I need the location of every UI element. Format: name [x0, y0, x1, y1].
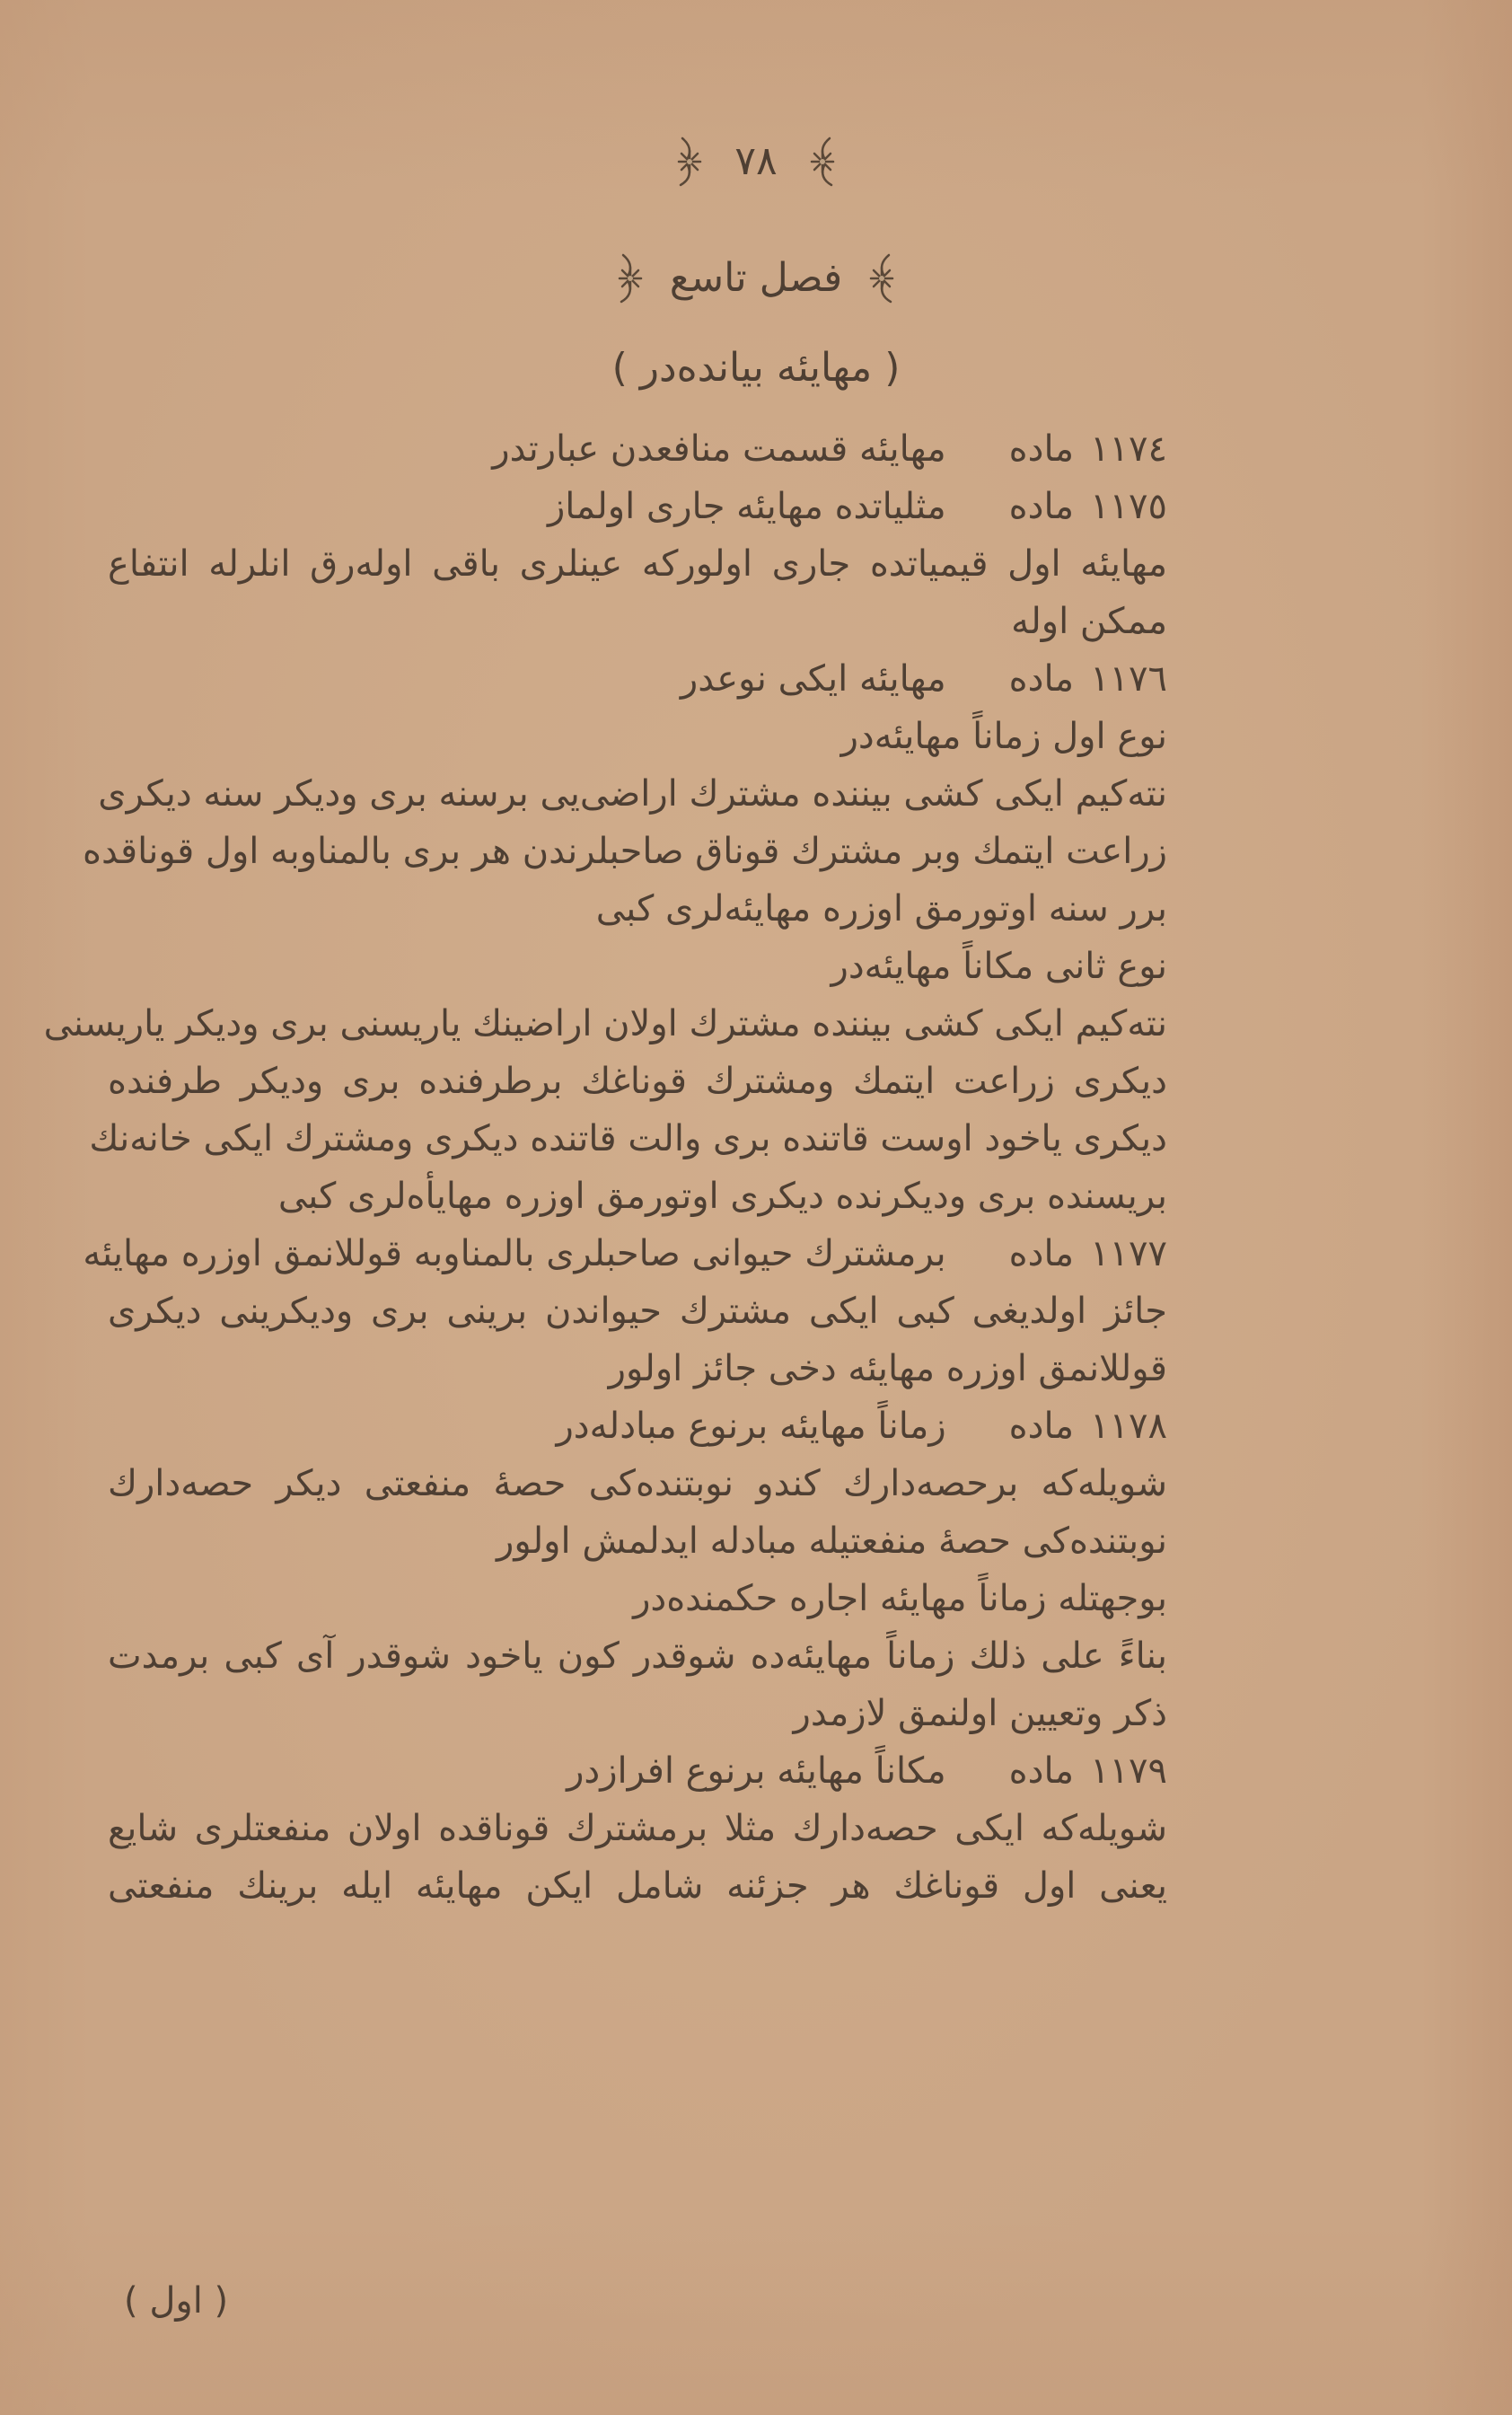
text-line: مهايئه اول قيمياتده جارى اولوركه عينلرى باقى اوله‌رق انلرله انتفاع — [108, 543, 1167, 585]
signature-mark: ( اول ) — [124, 2280, 229, 2322]
article-label: ماده — [1008, 486, 1075, 527]
article-text: زماناً مهايئه برنوع مبادله‌در — [556, 1406, 946, 1447]
text-line: نته‌كيم ايكى كشى بيننده مشترك اراضى‌يى برسنه برى وديكر سنه ديكرى — [98, 773, 1167, 815]
text-line: قوللانمق اوزره مهايئه دخى جائز اولور — [608, 1348, 1167, 1389]
article-text: مهايئه ايكى نوعدر — [680, 658, 946, 700]
text-line: ديكرى زراعت ايتمك ومشترك قوناغك برطرفنده برى وديكر طرفنده — [108, 1061, 1167, 1102]
page-number: ٧٨ — [734, 138, 778, 184]
article-label: ماده — [1008, 1750, 1075, 1792]
article-line — [108, 478, 1167, 535]
text-line: شويله‌كه ايكى حصه‌دارك مثلا برمشترك قوناقده اولان منفعتلرى شايع — [108, 1808, 1167, 1849]
article-label: ماده — [1008, 1233, 1075, 1274]
article-line — [108, 1742, 1167, 1800]
text-line: بوجهتله زماناً مهايئه اجاره حكمنده‌در — [633, 1578, 1167, 1619]
article-number: ١١٧٩ — [1090, 1750, 1167, 1792]
text-line: يعنى اول قوناغك هر جزئنه شامل ايكن مهايئه ايله برينك منفعتى — [108, 1865, 1167, 1907]
article-label: ماده — [1008, 1406, 1075, 1447]
text-line: نوبتنده‌كى حصهٔ منفعتيله مبادله ايدلمش اولور — [497, 1520, 1167, 1562]
star-flourish-icon — [670, 135, 709, 189]
page-number-block — [670, 135, 841, 189]
article-line — [83, 1225, 1167, 1282]
text-line: نوع ثانى مكاناً مهايئه‌در — [831, 946, 1167, 987]
star-flourish-icon — [862, 251, 901, 305]
text-line: نوع اول زماناً مهايئه‌در — [840, 716, 1167, 757]
chapter-title: فصل تاسع — [669, 255, 843, 301]
article-text: مثلياتده مهايئه جارى اولماز — [547, 486, 946, 527]
article-label: ماده — [1008, 428, 1075, 470]
page-header — [0, 135, 1512, 192]
article-text: مهايئه قسمت منافعدن عبارتدر — [492, 428, 946, 470]
article-number: ١١٧٥ — [1090, 486, 1167, 527]
chapter-title-block — [0, 250, 1512, 322]
body-text — [43, 420, 1167, 1915]
star-flourish-icon — [803, 135, 842, 189]
text-line: ديكرى ياخود اوست قاتنده برى والت قاتنده ديكرى ومشترك ايكى خانه‌نك — [89, 1118, 1167, 1159]
text-line: برر سنه اوتورمق اوزره مهايئه‌لرى كبى — [595, 888, 1167, 930]
article-line — [108, 1397, 1167, 1455]
text-line: بناءً على ذلك زماناً مهايئه‌ده شوقدر كون ياخود شوقدر آى كبى برمدت — [108, 1635, 1167, 1677]
article-number: ١١٧٨ — [1090, 1406, 1167, 1447]
article-text: مكاناً مهايئه برنوع افرازدر — [567, 1750, 946, 1792]
article-line — [108, 650, 1167, 708]
article-label: ماده — [1008, 658, 1075, 700]
text-line: ممكن اوله — [1011, 601, 1167, 642]
article-line — [108, 420, 1167, 478]
star-flourish-icon — [611, 251, 650, 305]
text-line: زراعت ايتمك وبر مشترك قوناق صاحبلرندن هر برى بالمناوبه اول قوناقده — [83, 831, 1167, 872]
text-line: جائز اولديغى كبى ايكى مشترك حيواندن برينى برى وديكرينى ديكرى — [108, 1291, 1167, 1332]
article-text: برمشترك حيوانى صاحبلرى بالمناوبه قوللانمق اوزره مهايئه — [83, 1233, 946, 1274]
article-number: ١١٧٧ — [1090, 1233, 1167, 1274]
text-line: نته‌كيم ايكى كشى بيننده مشترك اولان اراضينك ياريسنى برى وديكر ياريسنى — [43, 1003, 1167, 1044]
text-line: ذكر وتعيين اولنمق لازمدر — [793, 1693, 1167, 1734]
chapter-subtitle: ( مهايئه بيانده‌در ) — [611, 345, 901, 391]
text-line: بريسنده برى وديكرنده ديكرى اوتورمق اوزره مهايأه‌لرى كبى — [277, 1176, 1167, 1217]
article-number: ١١٧٦ — [1090, 658, 1167, 700]
article-number: ١١٧٤ — [1090, 428, 1167, 470]
text-line: شويله‌كه برحصه‌دارك كندو نوبتنده‌كى حصهٔ منفعتى ديكر حصه‌دارك — [108, 1463, 1167, 1504]
